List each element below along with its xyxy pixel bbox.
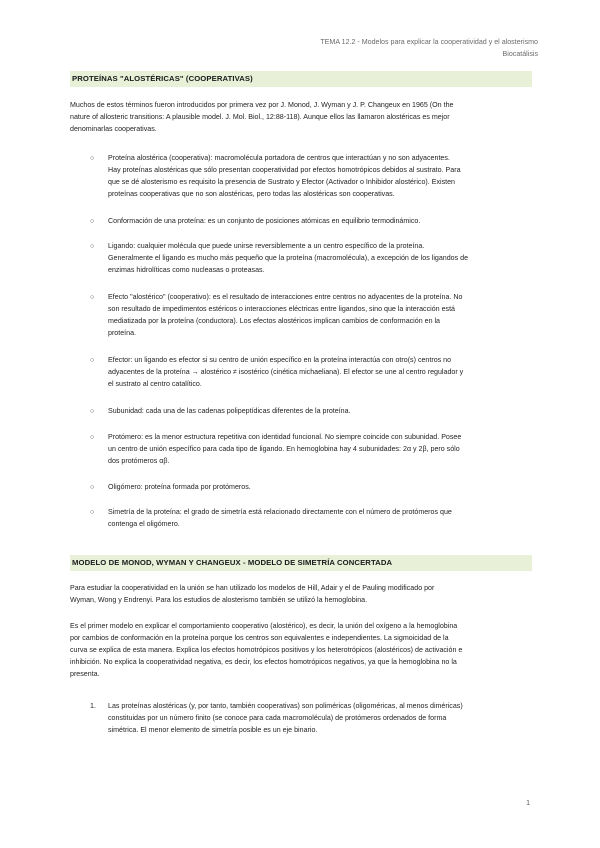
bullet-marker-icon: ○ [90,357,95,364]
bullet-line: el sustrato al centro catalítico. [108,380,202,388]
bullet-marker-icon: ○ [90,155,95,162]
header-subject: Biocatálisis [502,50,538,58]
bullet-line: proteínas cooperativas que no son alostéricas, pero todas las alostéricas son cooperativas. [108,190,395,198]
paragraph [70,582,532,606]
bullet-item [90,152,530,200]
bullet-marker-icon: ○ [90,218,95,225]
bullet-item [90,215,530,227]
section-heading-proteinas-alostericas: PROTEÍNAS "ALOSTÉRICAS" (COOPERATIVAS) [70,71,532,87]
bullet-line: Proteína alostérica (cooperativa): macromolécula portadora de centros que interactúan y no son adyacentes. [108,154,450,162]
bullet-marker-icon: ○ [90,408,95,415]
bullet-line: adyacentes de la proteína → alostérico ≠ isostérico (cinética michaeliana). El efector se une al centro regulador y [108,368,464,376]
bullet-item [90,481,530,493]
numbered-line: Las proteínas alostéricas (y, por tanto, también cooperativas) son poliméricas (oligoméricas, al menos diméricas) [108,702,463,710]
bullet-line: Generalmente el ligando es mucho más pequeño que la proteína (macromolécula), a excepción de los ligandos de [108,254,469,262]
bullet-line: Simetría de la proteína: el grado de simetría está relacionado directamente con el número de protómeros que [108,508,452,516]
bullet-item [90,506,530,530]
bullet-line: Ligando: cualquier molécula que puede unirse reversiblemente a un centro específico de la proteína. [108,242,425,250]
intro-line: nature of allosteric transitions: A plausible model. J. Mol. Biol., 12:88-118). Aunque ellos las llamaron alostéricas es mejor [70,113,450,121]
bullet-line: Efector: un ligando es efector si su centro de unión específico en la proteína interactúa con otro(s) centros no [108,356,452,364]
header-topic: TEMA 12.2 - Modelos para explicar la cooperatividad y el alosterismo [320,38,538,46]
numbered-line: simétrica. El menor elemento de simetría posible es un eje binario. [108,726,318,734]
paragraph-line: curva se explica de esta manera. Explica los efectos homotrópicos positivos y los heterotrópicos (alostéricos) de activación e [70,646,463,654]
bullet-line: que se dé alosterismo es requisito la presencia de Sustrato y Efector (Activador o Inhibidor alostérico). Existen [108,178,455,186]
bullet-marker-icon: ○ [90,294,95,301]
bullet-line: Subunidad: cada una de las cadenas polipeptídicas diferentes de la proteína. [108,407,351,415]
section-heading-modelo-mwc: MODELO DE MONOD, WYMAN Y CHANGEUX - MODELO DE SIMETRÍA CONCERTADA [70,555,532,571]
bullet-line: son resultado de impedimentos estéricos o interacciones eléctricas entre ligandos, sino que la interacción está [108,305,455,313]
page-header [218,36,538,60]
paragraph-line: por cambios de conformación en la proteína porque los centros son equivalentes e independientes. La sigmoicidad de la [70,634,449,642]
bullet-line: enzimas hidrolíticas como nucleasas o proteasas. [108,266,265,274]
paragraph [70,620,532,680]
bullet-line: un centro de unión específico para cada tipo de ligando. En hemoglobina hay 4 subunidades: 2α y 2β, pero sólo [108,445,460,453]
page-number: 1 [526,800,530,807]
paragraph-line: Es el primer modelo en explicar el comportamiento cooperativo (alostérico), es decir, la unión del oxígeno a la hemoglobina [70,622,458,630]
bullet-item [90,240,530,276]
bullet-item [90,431,530,467]
bullet-line: Protómero: es la menor estructura repetitiva con identidad funcional. No siempre coincide con subunidad. Posee [108,433,462,441]
bullet-line: mediatizada por la proteína (conductora). Los efectos alostéricos implican cambios de conformación en la [108,317,441,325]
intro-line: Muchos de estos términos fueron introducidos por primera vez por J. Monod, J. Wyman y J. P. Changeux en 1965 (On the [70,101,454,109]
bullet-line: Hay proteínas alostéricas que sólo presentan cooperatividad por efectos homotrópicos debidos al sustrato. Para [108,166,461,174]
bullet-marker-icon: ○ [90,243,95,250]
bullet-line: Conformación de una proteína: es un conjunto de posiciones atómicas en equilibrio termodinámico. [108,217,421,225]
bullet-item [90,405,530,417]
paragraph-line: inhibición. No explica la cooperatividad negativa, es decir, los efectos homotrópicos negativos, ya que la hemoglobina no la [70,658,457,666]
bullet-line: contenga el oligómero. [108,520,180,528]
intro-line: denominarlas cooperativas. [70,125,157,133]
bullet-item [90,354,530,390]
numbered-item [90,700,530,736]
paragraph-line: Para estudiar la cooperatividad en la unión se han utilizado los modelos de Hill, Adair y el de Pauling modificado por [70,584,435,592]
paragraph-line: Wyman, Wong y Endrenyi. Para los estudios de alosterismo también se utilizó la hemoglobina. [70,596,368,604]
intro-paragraph [70,99,532,135]
bullet-marker-icon: ○ [90,434,95,441]
bullet-line: Efecto "alostérico" (cooperativo): es el resultado de interacciones entre centros no adyacentes de la proteína. No [108,293,463,301]
bullet-line: Oligómero: proteína formada por protómeros. [108,483,251,491]
bullet-item [90,291,530,339]
bullet-marker-icon: ○ [90,509,95,516]
numbered-line: constituidas por un número finito (se conoce para cada macromolécula) de protómeros ordenados de forma [108,714,447,722]
bullet-marker-icon: ○ [90,484,95,491]
bullet-line: proteína. [108,329,137,337]
paragraph-line: presenta. [70,670,100,678]
bullet-line: dos protómeros αβ. [108,457,170,465]
list-number: 1. [90,702,96,710]
